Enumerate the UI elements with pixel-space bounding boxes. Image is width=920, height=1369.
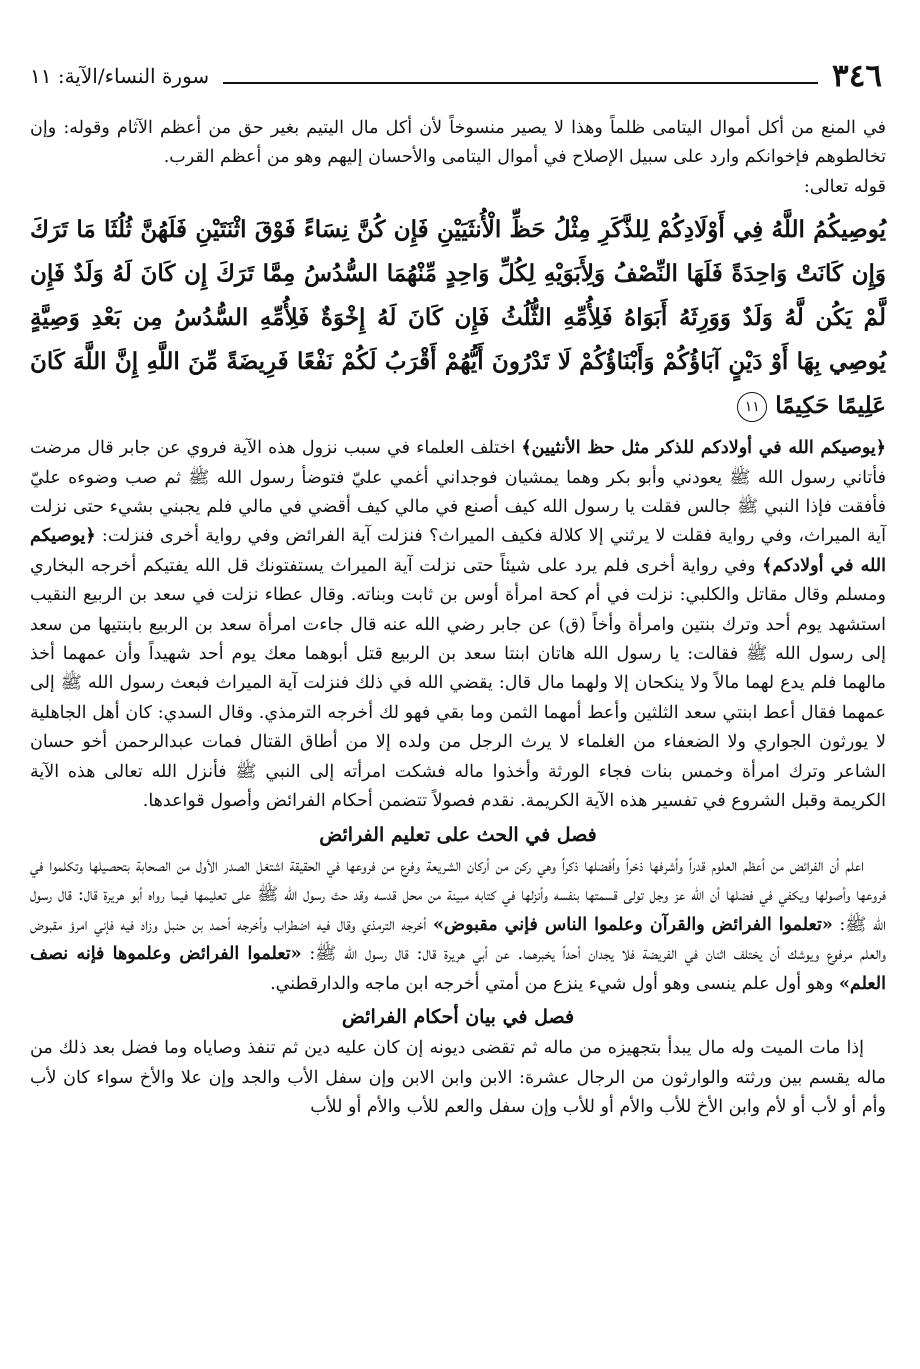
section-text: وهو أول علم ينسى وهو أول شيء ينزع من أمتي أخرجه ابن ماجه والدارقطني. (270, 973, 839, 994)
section-heading: فصل في بيان أحكام الفرائض (341, 1005, 575, 1028)
verse-text: يُوصِيكُمُ اللَّهُ فِي أَوْلَادِكُمْ لِلذَّكَرِ مِثْلُ حَظِّ الْأُنثَيَيْنِ فَإِن كُنَّ نِسَاءً فَوْقَ اثْنَتَيْنِ فَلَهُنَّ ثُلُثَا مَا تَرَكَ وَإِن كَانَتْ وَاحِدَةً فَلَهَا النِّصْفُ وَلِأَبَوَيْهِ لِكُلِّ وَاحِدٍ مِّنْهُمَا السُّدُسُ مِمَّا تَرَكَ إِن كَانَ لَهُ وَلَدٌ فَإِن لَّمْ يَكُن لَّهُ وَلَدٌ وَوَرِثَهُ أَبَوَاهُ فَلِأُمِّهِ الثُّلُثُ فَإِن كَانَ لَهُ إِخْوَةٌ فَلِأُمِّهِ السُّدُسُ مِن بَعْدِ وَصِيَّةٍ يُوصِي بِهَا أَوْ دَيْنٍ آبَاؤُكُمْ وَأَبْنَاؤُكُمْ لَا تَدْرُونَ أَيُّهُمْ أَقْرَبُ لَكُمْ نَفْعًا فَرِيضَةً مِّنَ اللَّهِ إِنَّ اللَّهَ كَانَ عَلِيمًا حَكِيمًا (30, 216, 886, 420)
verse-quote: ﴿يوصيكم الله في أولادكم﴾ (30, 526, 886, 576)
section-text: اعلم أن الفرائض من أعظم العلوم قدراً وأشرفها ذخراً وأفضلها ذكراً وهي ركن من أركان الشريعة وفرع من فروعها في الحقيقة اشتغل الصدر الأول من الصحابة بتحصيلها وتكلموا في فروعها وأصولها ويكفي في فضلها أن الله عز وجل تولى قسمتها بنفسه وأنزلها في كتابه مبينة من محل قدسه وقد حث رسول الله ﷺ على تعليمها فيما رواه أبو هريرة قال: قال رسول الله ﷺ: (30, 855, 886, 935)
surah-reference: سورة النساء/الآية: ١١ (30, 64, 210, 88)
verse-quote: ﴿يوصيكم الله في أولادكم للذكر مثل حظ الأنثيين﴾ (521, 438, 886, 459)
running-header (30, 56, 882, 96)
section-paragraph: إذا مات الميت وله مال يبدأ بتجهيزه من ماله ثم تقضى ديونه إن كان عليه دين ثم تنفذ وصاياه وما فضل بعد ذلك من ماله يقسم بين ورثته والوارثون من الرجال عشرة: الابن وابن الابن وإن سفل الأب والجد وإن علا والأخ سواء كان لأب وأم أو لأب أو لأم وابن الأخ للأب والأم أو للأب وإن سفل والعم للأب والأم أو للأب (30, 1038, 886, 1118)
quran-verse (30, 208, 886, 428)
header-rule (223, 82, 818, 84)
section-text: أخرجه الترمذي وقال فيه اضطراب وأخرجه أحمد بن حنبل وزاد فيه فإني امرؤ مقبوض والعلم مرفوع ويوشك أن يختلف اثنان في الفريضة فلا يجدان أحداً يخبرهما. عن أبي هريرة قال: قال رسول الله ﷺ: (30, 914, 886, 965)
verse-intro-label: قوله تعالى: (803, 176, 886, 197)
page-number: ٣٤٦ (832, 58, 882, 94)
section-heading: فصل في الحث على تعليم الفرائض (319, 823, 597, 846)
tafsir-text-part1: اختلف العلماء في سبب نزول هذه الآية فروي عن جابر قال مرضت فأتاني رسول الله ﷺ يعودني وأبو بكر وهما يمشيان فوجداني أغمي عليّ فتوضأ رسول الله ﷺ ثم صب وضوءه عليّ فأفقت فإذا النبي ﷺ جالس فقلت يا رسول الله كيف أصنع في مالي كيف أقضي في مالي فلم يجبني بشيء حتى نزلت آية الميراث، وفي رواية فقلت لا يرثني إلا كلالة فكيف الميراث؟ فنزلت آية الفرائض وفي رواية أخرى فنزلت: (30, 438, 886, 547)
ayah-number-marker: ١١ (737, 392, 767, 422)
tafsir-text-part2: وفي رواية أخرى فلم يرد على شيئاً حتى نزلت آية الميراث يستفتونك قل الله يفتيكم أخرجه البخاري ومسلم وقال مقاتل والكلبي: نزلت في أم كحة امرأة أوس بن ثابت وبناته. وقال عطاء نزلت في سعد بن الربيع النقيب استشهد يوم أحد وترك بنتين وامرأة وأخاً (ق) عن جابر رضي الله عنه قال جاءت امرأة سعد بن الربيع بابنتيها من سعد إلى رسول الله ﷺ فقالت: يا رسول الله هاتان ابنتا سعد بن الربيع قتل أبوهما معك يوم أحد شهيداً وأن عمهما أخذ مالهما فلم يدع لهما مالاً ولا ينكحان إلا ولهما مال قال: يقضي الله في ذلك فنزلت آية الميراث فبعث رسول الله ﷺ إلى عمهما فقال أعط ابنتي سعد الثلثين وأعط أمهما الثمن وما بقي فهو لك أخرجه الترمذي. وقال السدي: كان أهل الجاهلية لا يورثون الجواري ولا الضعفاء من الغلماء لا يرث الرجل من ولده إلا من أطاق القتال فمات عبدالرحمن أخو حسان الشاعر وترك امرأة وخمس بنات فجاء الورثة وأخذوا ماله فشكت امرأته إلى النبي ﷺ فأنزل الله تعالى هذه الآية الكريمة وقبل الشروع في تفسير هذه الآية الكريمة. نقدم فصولاً تتضمن أحكام الفرائض وأصول قواعدها. (30, 555, 886, 812)
intro-paragraph: في المنع من أكل أموال اليتامى ظلماً وهذا لا يصير منسوخاً لأن أكل مال اليتيم بغير حق من أعظم الآثام وقوله: وإن تخالطوهم فإخوانكم وارد على سبيل الإصلاح في أموال اليتامى والأحسان إليهم وهو من أعظم القرب. (30, 118, 886, 168)
hadith-quote: «تعلموا الفرائض وعلموها فإنه نصف العلم» (30, 944, 886, 994)
section-paragraph (30, 852, 886, 999)
hadith-quote: «تعلموا الفرائض والقرآن وعلموا الناس فإني مقبوض» (432, 914, 833, 935)
page-body (30, 114, 886, 1349)
tafsir-paragraph (30, 434, 886, 816)
